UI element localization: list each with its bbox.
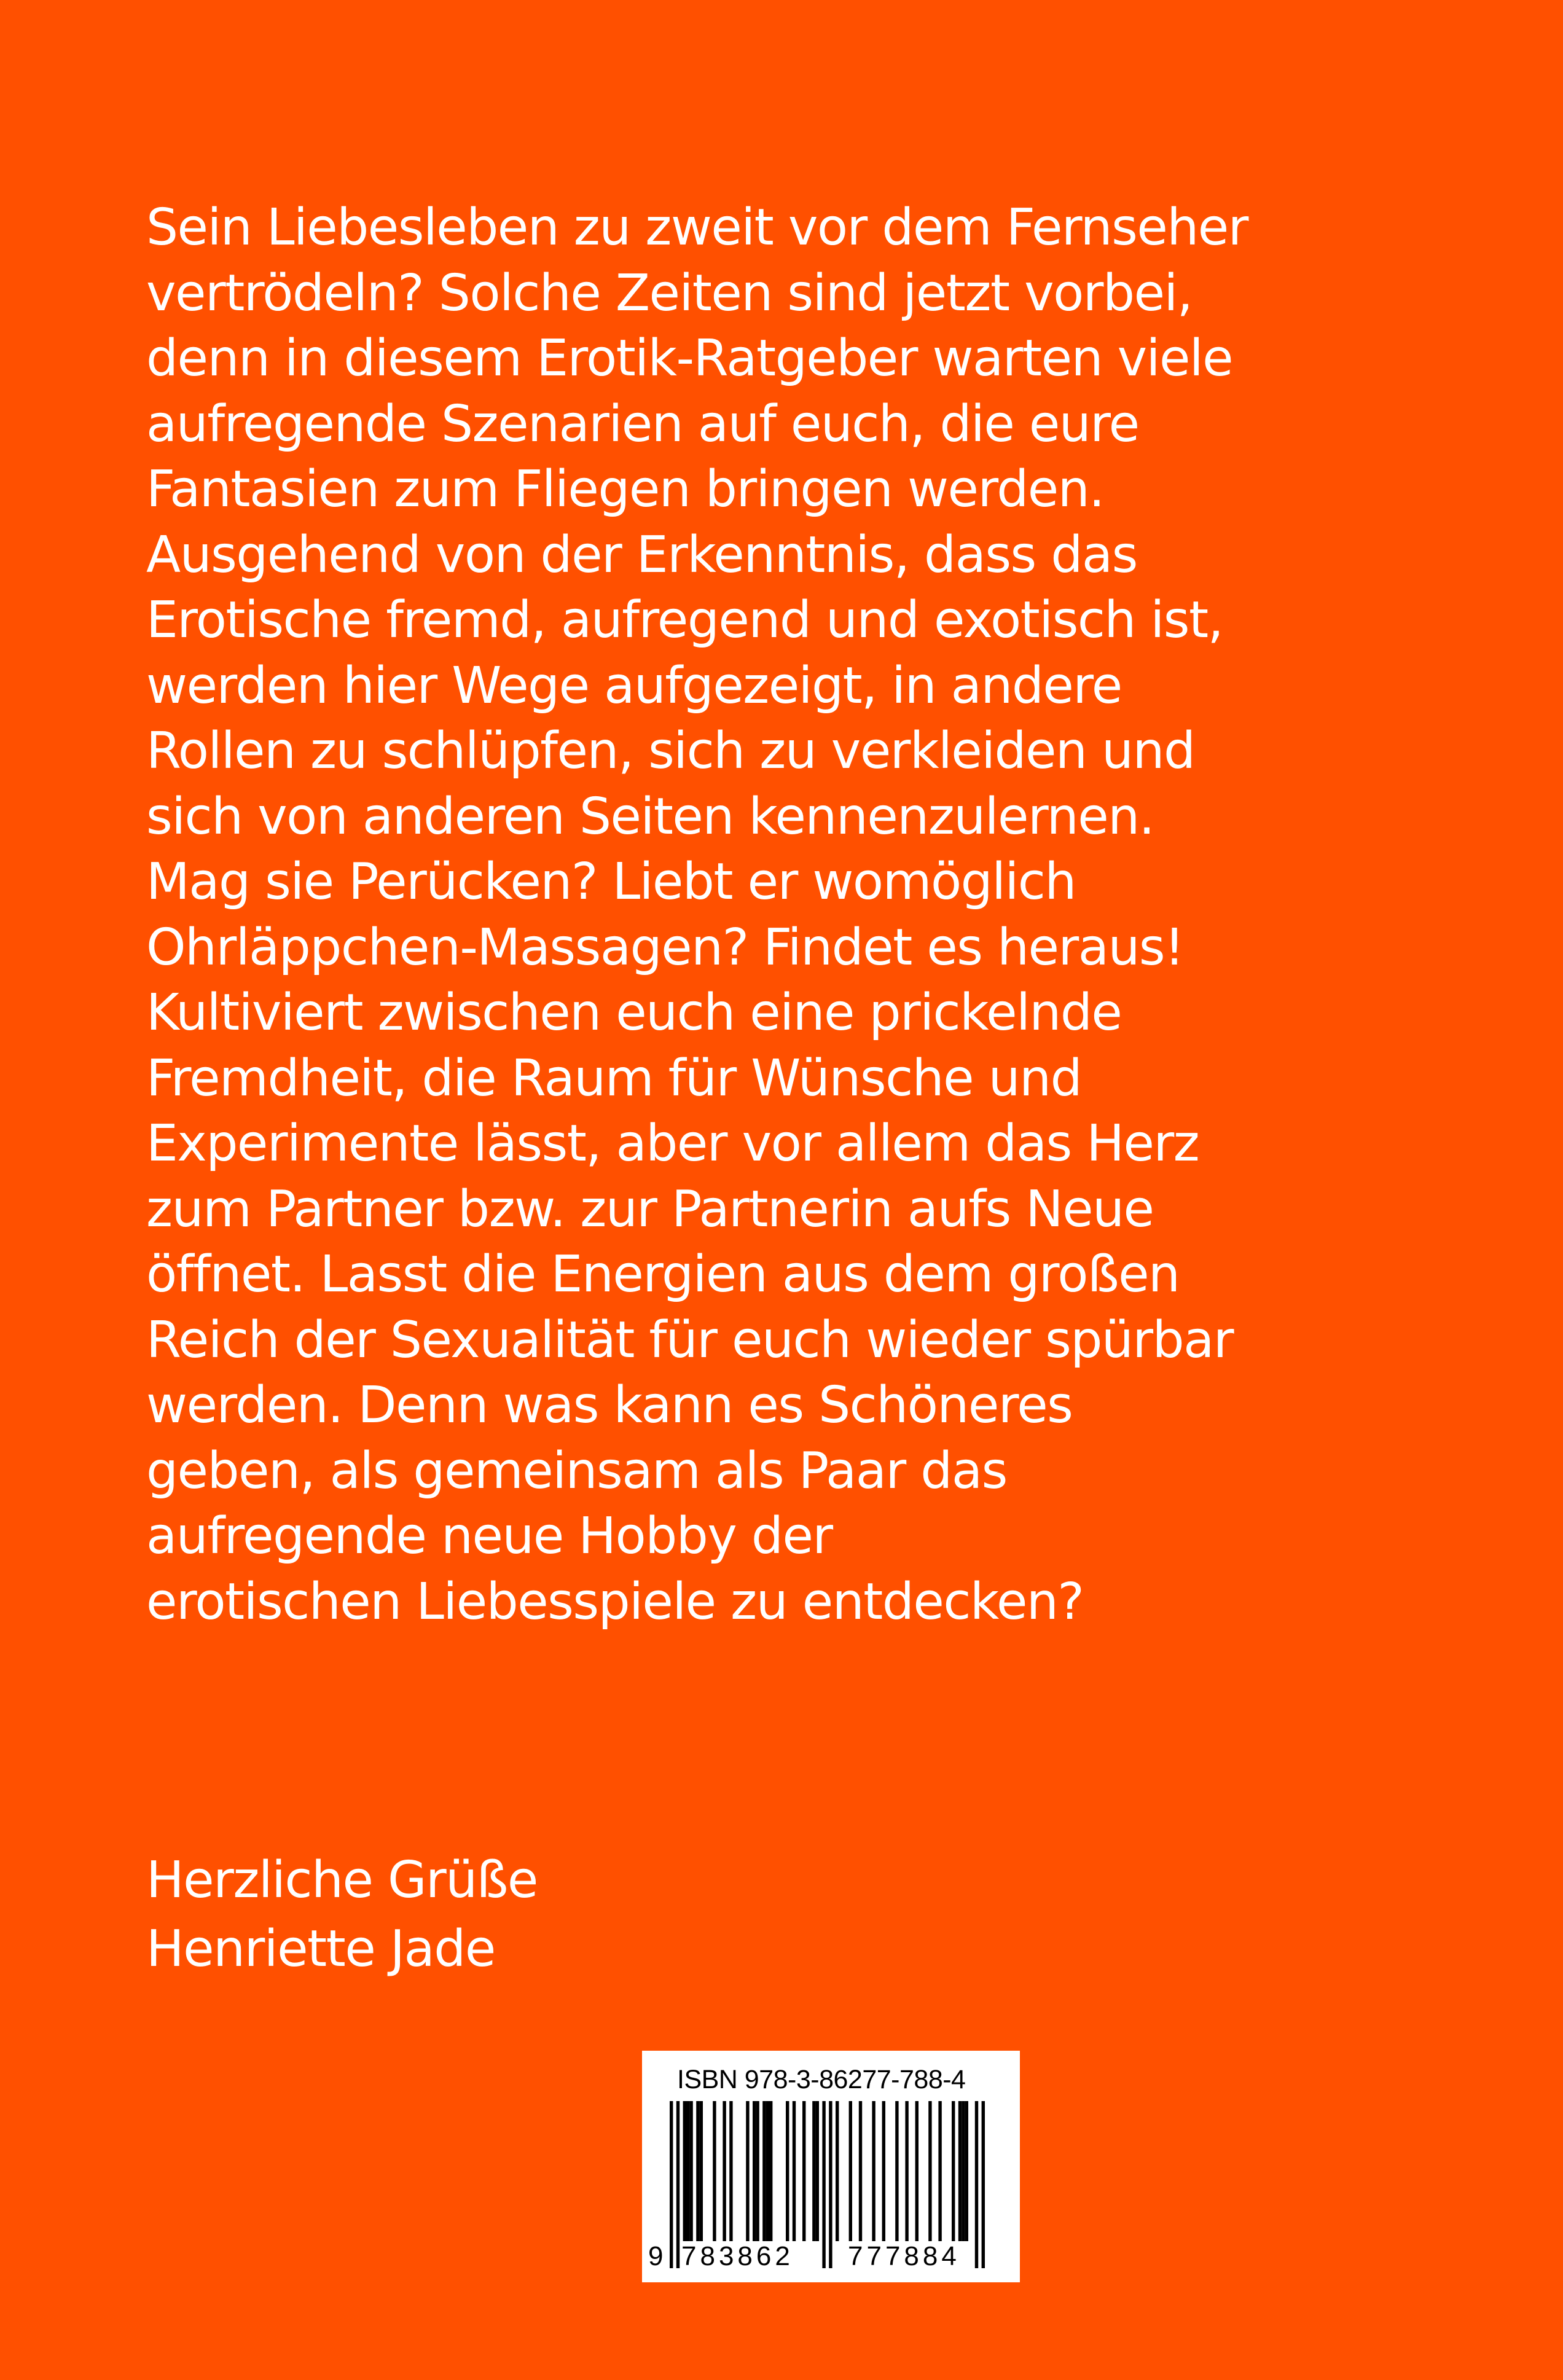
barcode-guard-bar <box>975 2101 978 2268</box>
barcode-bar <box>962 2101 965 2241</box>
barcode-bar <box>836 2101 839 2241</box>
author-name: Henriette Jade <box>146 1920 495 1978</box>
blurb-line: Experimente lässt, aber vor allem das Herz <box>146 1114 1199 1173</box>
barcode-bar <box>786 2101 789 2241</box>
blurb-line: aufregende Szenarien auf euch, die eure <box>146 394 1139 453</box>
blurb-line: denn in diesem Erotik-Ratgeber warten viele <box>146 329 1233 388</box>
blurb-line: werden hier Wege aufgezeigt, in andere <box>146 656 1122 715</box>
barcode-bar <box>700 2101 703 2241</box>
blurb-line: Ohrläppchen-Massagen? Findet es heraus! <box>146 918 1184 977</box>
blurb-line: sich von anderen Seiten kennenzulernen. <box>146 787 1154 846</box>
barcode-bar <box>849 2101 852 2241</box>
blurb-line: werden. Denn was kann es Schöneres <box>146 1376 1073 1435</box>
barcode-bar <box>859 2101 862 2241</box>
barcode-bar <box>756 2101 759 2241</box>
blurb-line: Fantasien zum Fliegen bringen werden. <box>146 460 1104 519</box>
barcode-bar <box>882 2101 885 2241</box>
barcode-bar <box>938 2101 941 2241</box>
barcode-guard-bar <box>982 2101 985 2268</box>
barcode-bar <box>895 2101 898 2241</box>
blurb-line: Kultiviert zwischen euch eine prickelnde <box>146 984 1122 1042</box>
barcode-guard-bar <box>822 2101 825 2268</box>
blurb-line: vertrödeln? Solche Zeiten sind jetzt vorbei, <box>146 264 1193 323</box>
greeting: Herzliche Grüße <box>146 1851 538 1909</box>
signature <box>146 1846 883 1984</box>
barcode-bar <box>905 2101 908 2241</box>
isbn-label: ISBN 978-3-86277-788-4 <box>677 2065 966 2094</box>
barcode-bar <box>928 2101 931 2241</box>
barcode-bar <box>965 2101 968 2241</box>
isbn-barcode-box <box>642 2051 1020 2282</box>
barcode-bar <box>812 2101 815 2241</box>
blurb-line: öffnet. Lasst die Energien aus dem großen <box>146 1245 1180 1304</box>
barcode-bar <box>723 2101 726 2241</box>
barcode-bar <box>683 2101 686 2241</box>
blurb-line: Erotische fremd, aufregend und exotisch ist, <box>146 591 1223 649</box>
barcode-bar <box>766 2101 769 2241</box>
blurb-line: Mag sie Perücken? Liebt er womöglich <box>146 853 1076 911</box>
blurb-line: zum Partner bzw. zur Partnerin aufs Neue <box>146 1180 1154 1239</box>
blurb-line: geben, als gemeinsam als Paar das <box>146 1441 1007 1500</box>
barcode-bar <box>689 2101 692 2241</box>
barcode-guard-bar <box>670 2101 673 2268</box>
barcode-bar <box>816 2101 819 2241</box>
barcode-bar <box>696 2101 699 2241</box>
barcode-bar <box>872 2101 875 2241</box>
barcode-bar <box>729 2101 732 2241</box>
barcode-first-digit: 9 <box>648 2241 664 2271</box>
barcode-bar <box>802 2101 805 2241</box>
barcode-bar <box>753 2101 756 2241</box>
barcode-right-digits: 777884 <box>848 2241 960 2271</box>
barcode-bar <box>915 2101 919 2241</box>
barcode-bar <box>762 2101 766 2241</box>
barcode-bar <box>958 2101 962 2241</box>
blurb-line: erotischen Liebesspiele zu entdecken? <box>146 1572 1084 1631</box>
barcode-guard-bar <box>829 2101 832 2268</box>
barcode-bar <box>746 2101 749 2241</box>
blurb-line: aufregende neue Hobby der <box>146 1507 832 1565</box>
barcode-bar <box>713 2101 716 2241</box>
barcode-bar <box>952 2101 955 2241</box>
blurb-text <box>146 195 1449 1635</box>
barcode-bar <box>769 2101 772 2241</box>
blurb-line: Fremdheit, die Raum für Wünsche und <box>146 1049 1082 1108</box>
barcode-bar <box>686 2101 689 2241</box>
barcode-left-digits: 783862 <box>681 2241 794 2271</box>
blurb-line: Ausgehend von der Erkenntnis, dass das <box>146 525 1137 584</box>
blurb-line: Reich der Sexualität für euch wieder spürbar <box>146 1310 1234 1369</box>
blurb-line: Sein Liebesleben zu zweit vor dem Fernseher <box>146 198 1248 257</box>
barcode-bar <box>793 2101 796 2241</box>
blurb-line: Rollen zu schlüpfen, sich zu verkleiden und <box>146 722 1195 780</box>
barcode-guard-bar <box>676 2101 680 2268</box>
